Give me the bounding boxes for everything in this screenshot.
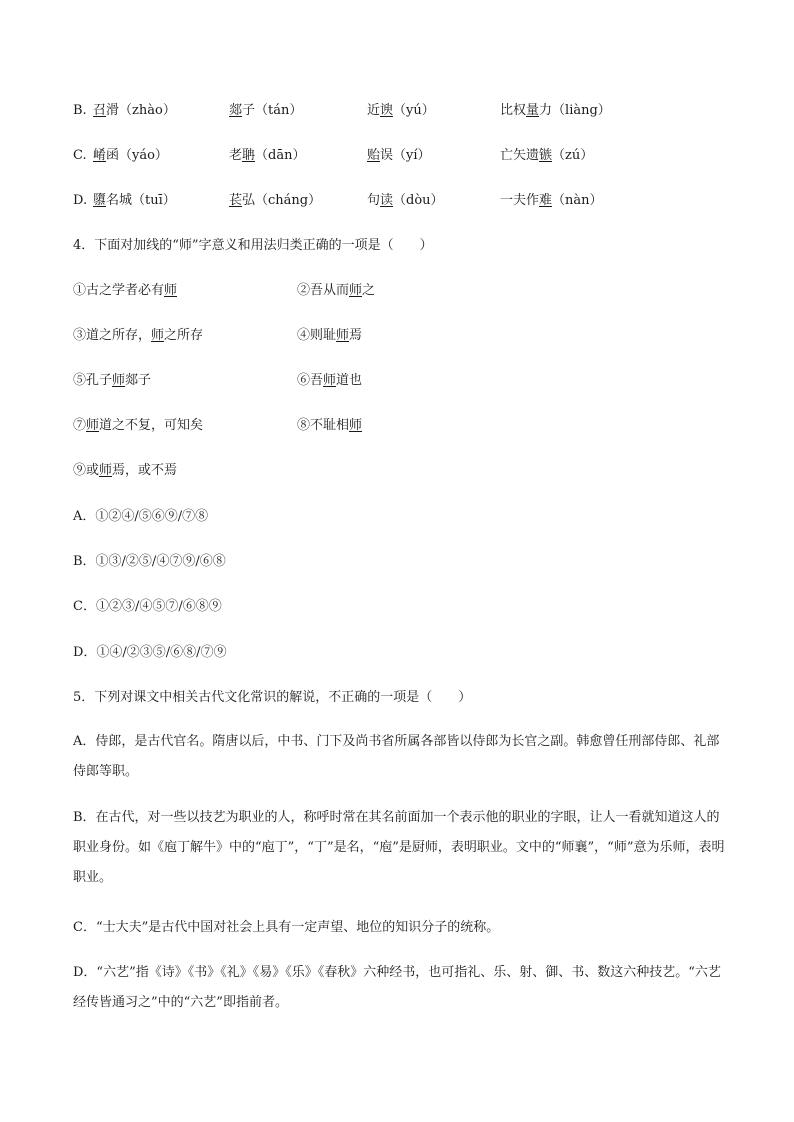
q4-item-2: ②吾从而师之	[297, 283, 376, 298]
q4-option-c: C．①②③/④⑤⑦/⑥⑧⑨	[73, 599, 222, 614]
q3-d-item-2: 苌弘（cháng）	[229, 193, 322, 208]
q3-b-item-3: 近谀（yú）	[367, 103, 435, 118]
q4-option-d: D．①④/②③⑤/⑥⑧/⑦⑨	[73, 645, 227, 660]
q3-c-item-4: 亡矢遗镞（zú）	[500, 148, 594, 163]
q3-c-item-3: 贻误（yí）	[367, 148, 431, 163]
q5-stem: 5．下列对课文中相关古代文化常识的解说，不正确的一项是（ ）	[73, 690, 472, 705]
q4-item-4: ④则耻师焉	[297, 328, 363, 343]
q3-option-d-letter: D.	[73, 193, 88, 208]
q3-option-c-letter: C.	[73, 148, 87, 163]
q4-item-9: ⑨或师焉，或不焉	[73, 463, 178, 478]
q3-d-item-4: 一夫作难（nàn）	[500, 193, 603, 208]
q5-option-b: B．在古代，对一些以技艺为职业的人，称呼时常在其名前面加一个表示他的职业的字眼，让人一看就知道这人的职业身份。如《庖丁解牛》中的“庖丁”，“丁”是名，“庖”是厨师，表明职业。文中的“师襄”，“师”意为乐师，表明职业。	[73, 810, 725, 885]
q4-item-7: ⑦师道之不复，可知矣	[73, 418, 204, 433]
q4-item-8: ⑧不耻相师	[297, 418, 363, 433]
q3-d-item-1: 隳名城（tuī）	[93, 193, 176, 208]
q4-option-a: A．①②④/⑤⑥⑨/⑦⑧	[73, 509, 209, 524]
q3-b-item-4: 比权量力（liàng）	[500, 103, 611, 118]
q4-stem: 4．下面对加线的“师”字意义和用法归类正确的一项是（ ）	[73, 238, 433, 253]
q3-c-item-1: 崤函（yáo）	[93, 148, 168, 163]
q3-b-item-2: 郯子（tán）	[229, 103, 303, 118]
q5-option-a: A．侍郎，是古代官名。隋唐以后，中书、门下及尚书省所属各部皆以侍郎为长官之副。韩愈曾任刑部侍郎、礼部侍郎等职。	[73, 734, 720, 779]
q5-option-d: D．“六艺”指《诗》《书》《礼》《易》《乐》《春秋》六种经书，也可指礼、乐、射、御、书、数这六种技艺。“六艺经传皆通习之”中的“六艺”即指前者。	[73, 965, 721, 1010]
q4-item-6: ⑥吾师道也	[297, 373, 363, 388]
q3-b-item-1: 召滑（zhào）	[93, 103, 176, 118]
q4-item-5: ⑤孔子师郯子	[73, 373, 152, 388]
q5-option-c: C．“士大夫”是古代中国对社会上具有一定声望、地位的知识分子的统称。	[73, 920, 500, 935]
q4-item-3: ③道之所存，师之所存	[73, 328, 204, 343]
q4-item-1: ①古之学者必有师	[73, 283, 178, 298]
q3-option-b-letter: B.	[73, 103, 87, 118]
q3-d-item-3: 句读（dòu）	[367, 193, 444, 208]
q3-c-item-2: 老聃（dān）	[229, 148, 306, 163]
q4-option-b: B．①③/②⑤/④⑦⑨/⑥⑧	[73, 554, 226, 569]
